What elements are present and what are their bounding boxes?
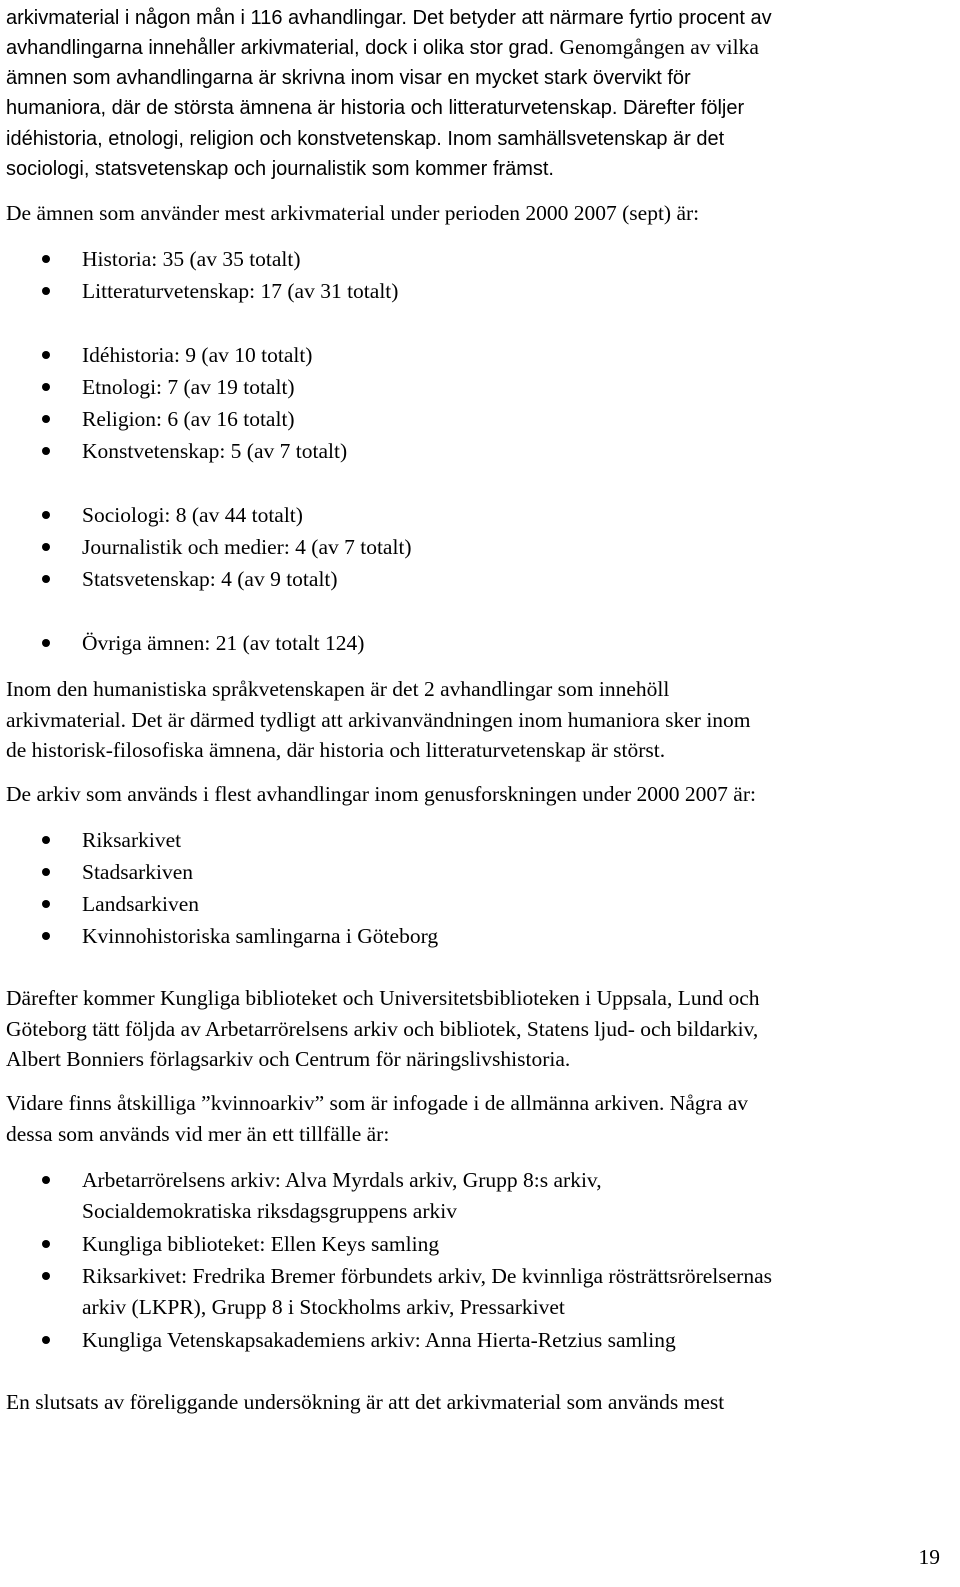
para3-line-2: Göteborg tätt följda av Arbetarrörelsens arkiv och bibliotek, Statens ljud- och bildarkiv, [6,1017,759,1041]
list-item: Landsarkiven [82,889,952,920]
bullet-icon [42,868,50,876]
bullet-icon [42,1240,50,1248]
bullet-icon [42,511,50,519]
para2-line-1: Inom den humanistiska språkvetenskapen är det 2 avhandlingar som innehöll [6,677,670,701]
list-item: Journalistik och medier: 4 (av 7 totalt) [82,532,952,563]
bullet-icon [42,1336,50,1344]
subjects-heading: De ämnen som använder mest arkivmaterial under perioden 2000 2007 (sept) är: [6,201,700,225]
para3-line-3: Albert Bonniers förlagsarkiv och Centrum för näringslivshistoria. [6,1047,571,1071]
para4-line-1: Vidare finns åtskilliga ”kvinnoarkiv” som är infogade i de allmänna arkiven. Några av [6,1091,748,1115]
bullet-icon [42,836,50,844]
bullet-icon [42,1176,50,1184]
list-item: Etnologi: 7 (av 19 totalt) [82,372,952,403]
intro-line-4: humaniora, där de största ämnena är historia och litteraturvetenskap. Därefter följer [6,97,745,119]
bullet-icon [42,383,50,391]
bullet-icon [42,255,50,263]
bullet-icon [42,639,50,647]
list-item: Religion: 6 (av 16 totalt) [82,404,952,435]
list-item: Kvinnohistoriska samlingarna i Göteborg [82,921,952,952]
intro-line-1: arkivmaterial i någon mån i 116 avhandlingar. Det betyder att närmare fyrtio procent av [6,7,772,29]
list-item: Konstvetenskap: 5 (av 7 totalt) [82,436,952,467]
bullet-icon [42,543,50,551]
list-item: Historia: 35 (av 35 totalt) [82,244,952,275]
list-item: Riksarkivet: Fredrika Bremer förbundets arkiv, De kvinnliga rösträttsrörelsernas arkiv (LKPR), Grupp 8 i Stockholms arkiv, Pressarkivet [82,1261,952,1322]
page-number: 19 [918,1545,940,1569]
bullet-icon [42,575,50,583]
intro-line-5: idéhistoria, etnologi, religion och konstvetenskap. Inom samhällsvetenskap är det [6,128,725,150]
bullet-icon [42,1272,50,1280]
list-item: Sociologi: 8 (av 44 totalt) [82,500,952,531]
para2-line-3: de historisk-filosofiska ämnena, där historia och litteraturvetenskap är störst. [6,738,666,762]
intro-line-3: ämnen som avhandlingarna är skrivna inom visar en mycket stark övervikt för [6,67,691,89]
intro-line-6: sociologi, statsvetenskap och journalistik som kommer främst. [6,158,554,180]
bullet-icon [42,900,50,908]
list-item: Idéhistoria: 9 (av 10 totalt) [82,340,952,371]
list-item: Statsvetenskap: 4 (av 9 totalt) [82,564,952,595]
bullet-icon [42,932,50,940]
bullet-icon [42,351,50,359]
para2-line-2: arkivmaterial. Det är därmed tydligt att arkivanvändningen inom humaniora sker inom [6,708,751,732]
list-item: Riksarkivet [82,825,952,856]
list-item: Litteraturvetenskap: 17 (av 31 totalt) [82,276,952,307]
bullet-icon [42,447,50,455]
conclusion-line: En slutsats av föreliggande undersökning är att det arkivmaterial som används mest [6,1390,725,1414]
para3-line-1: Därefter kommer Kungliga biblioteket och Universitetsbiblioteken i Uppsala, Lund och [6,986,760,1010]
list-item: Kungliga biblioteket: Ellen Keys samling [82,1229,952,1260]
list-item: Stadsarkiven [82,857,952,888]
para4-line-2: dessa som används vid mer än ett tillfälle är: [6,1122,390,1146]
bullet-icon [42,415,50,423]
bullet-icon [42,287,50,295]
intro-line-2: avhandlingarna innehåller arkivmaterial, dock i olika stor grad. Genomgången av vilka [6,35,759,59]
archives-heading: De arkiv som används i flest avhandlingar inom genusforskningen under 2000 2007 är: [6,782,756,806]
list-item: Övriga ämnen: 21 (av totalt 124) [82,628,952,659]
list-item: Arbetarrörelsens arkiv: Alva Myrdals arkiv, Grupp 8:s arkiv, Socialdemokratiska riksdagsgruppens arkiv [82,1165,952,1226]
list-item: Kungliga Vetenskapsakademiens arkiv: Anna Hierta-Retzius samling [82,1325,952,1356]
